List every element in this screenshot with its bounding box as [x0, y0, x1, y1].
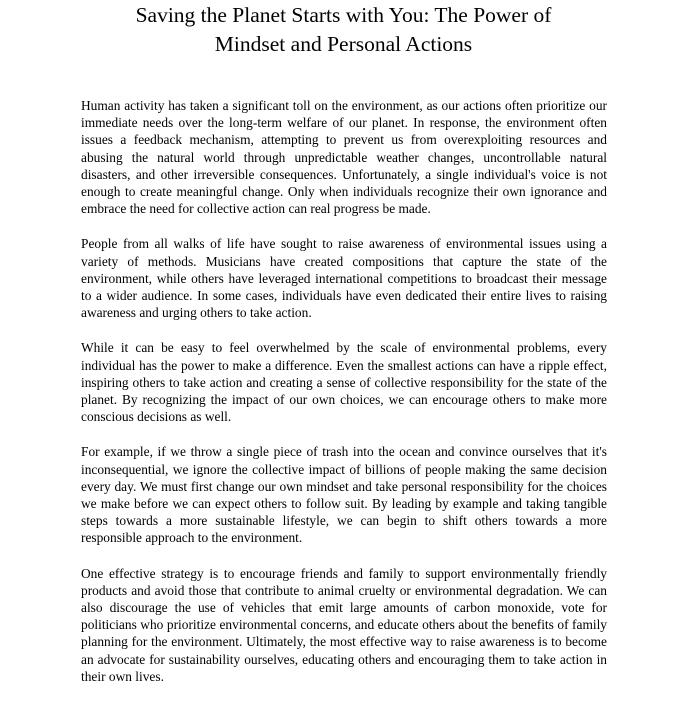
title-line-1: Saving the Planet Starts with You: The Power of: [135, 3, 552, 27]
paragraph-3: While it can be easy to feel overwhelmed by the scale of environmental problems, every individual has the power to make a difference. Even the smallest actions can have a ripple effect, inspiring others to take action and creating a sense of collective responsibility for the state of the planet. By recognizing the impact of our own choices, we can encourage others to make more conscious decisions as well.: [81, 340, 607, 425]
paragraph-5: One effective strategy is to encourage friends and family to support environmentally friendly products and avoid those that contribute to animal cruelty or environmental degradation. We can also discourage the use of vehicles that emit large amounts of carbon monoxide, vote for politicians who prioritize environmental concerns, and educate others about the benefits of family planning for the environment. Ultimately, the most effective way to raise awareness is to become an advocate for sustainability ourselves, educating others and encouraging them to take action in their own lives.: [81, 565, 607, 684]
paragraph-4: For example, if we throw a single piece of trash into the ocean and convince ourselves that it's inconsequential, we ignore the collective impact of billions of people making the same decision every day. We must first change our own mindset and take personal responsibility for the choices we make before we can expect others to follow suit. By leading by example and taking tangible steps towards a more sustainable lifestyle, we can begin to shift others towards a more responsible approach to the environment.: [81, 444, 607, 546]
title-line-2: Mindset and Personal Actions: [214, 32, 473, 56]
document-title: [40, 1, 647, 59]
document-body: [81, 97, 607, 703]
paragraph-1: Human activity has taken a significant toll on the environment, as our actions often prioritize our immediate needs over the long-term welfare of our planet. In response, the environment often issues a feedback mechanism, attempting to prevent us from overexploiting resources and abusing the natural world through unpredictable weather changes, uncontrollable natural disasters, and other irreversible consequences. Unfortunately, a single individual's voice is not enough to create meaningful change. Only when individuals recognize their own ignorance and embrace the need for collective action can real progress be made.: [81, 98, 607, 217]
paragraph-2: People from all walks of life have sought to raise awareness of environmental issues using a variety of methods. Musicians have created compositions that capture the state of the environment, while others have leveraged international competitions to broadcast their message to a wider audience. In some cases, individuals have even dedicated their entire lives to raising awareness and urging others to take action.: [81, 236, 607, 321]
